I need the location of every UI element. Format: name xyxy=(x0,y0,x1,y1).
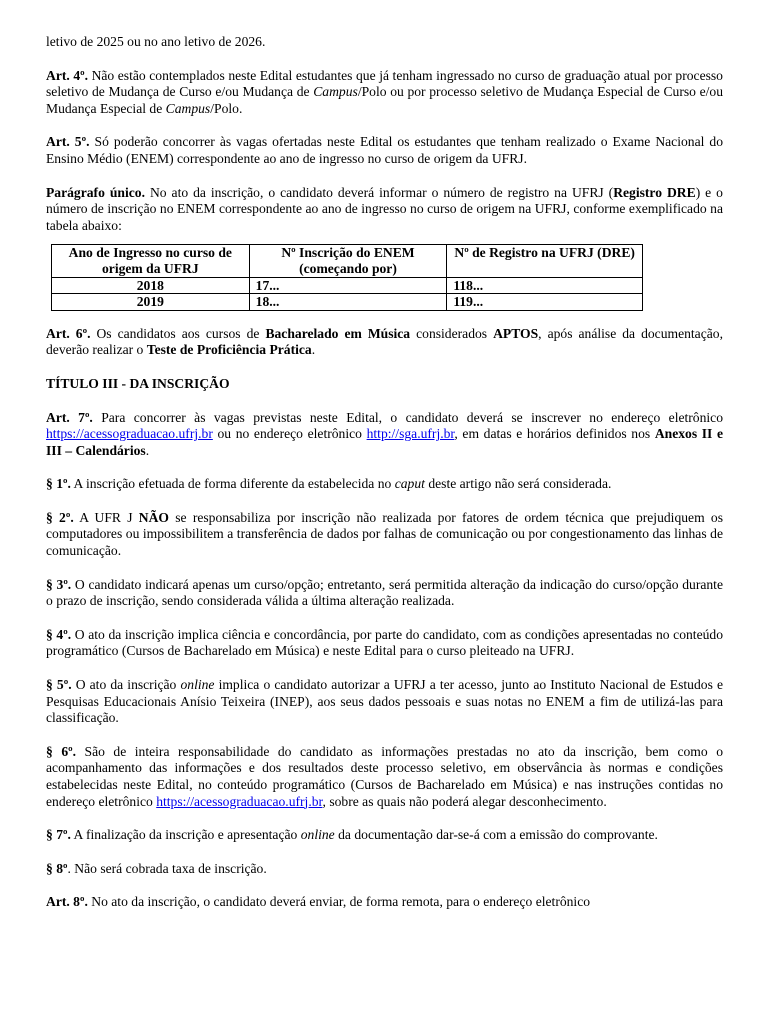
paragrafo-unico: Parágrafo único. No ato da inscrição, o candidato deverá informar o número de registro na UFRJ (Registro DRE) e o número de inscrição no ENEM correspondente ao ano de ingresso no curso de origem na UFRJ, conforme exemplificado na tabela abaixo: xyxy=(46,184,723,233)
table-row xyxy=(52,294,643,311)
table-cell: 2018 xyxy=(52,277,250,294)
table-cell: 2019 xyxy=(52,294,250,311)
paragraph-2: § 2º. A UFR J NÃO se responsabiliza por inscrição não realizada por fatores de ordem técnica que prejudiquem os computadores ou impossibilitem a transferência de dados por falhas de comunicação ou por congestionamento das linhas de comunicação. xyxy=(46,509,723,559)
table-header-cell: Nº de Registro na UFRJ (DRE) xyxy=(447,245,643,277)
intro-paragraph: letivo de 2025 ou no ano letivo de 2026. xyxy=(46,34,266,49)
article-5: Art. 5º. Só poderão concorrer às vagas ofertadas neste Edital os estudantes que tenham realizado o Exame Nacional do Ensino Médio (ENEM) correspondente ao ano de ingresso no curso de origem da UFRJ. xyxy=(46,134,724,166)
paragraph-1: § 1º. A inscrição efetuada de forma diferente da estabelecida no caput deste artigo não será considerada. xyxy=(46,476,612,492)
table-header-row xyxy=(52,245,643,277)
table-cell: 17... xyxy=(249,277,447,294)
table-cell: 18... xyxy=(249,294,447,311)
table-header-cell: Ano de Ingresso no curso de origem da UFRJ xyxy=(52,245,250,277)
paragraph-5: § 5º. O ato da inscrição online implica o candidato autorizar a UFRJ a ter acesso, junto ao Instituto Nacional de Estudos e Pesquisas Educacionais Anísio Teixeira (INEP), aos seus dados pessoais e suas notas no ENEM a fim de utilizá-las para classificação. xyxy=(46,677,723,726)
enem-dre-table xyxy=(51,244,643,310)
table-header-cell: Nº Inscrição do ENEM (começando por) xyxy=(249,245,447,277)
sga-link[interactable]: http://sga.ufrj.br xyxy=(366,426,455,442)
paragraph-8: § 8º. Não será cobrada taxa de inscrição. xyxy=(46,860,267,876)
paragraph-3: § 3º. O candidato indicará apenas um curso/opção; entretanto, será permitida alteração da indicação do curso/opção durante o prazo de inscrição, sendo considerada válida a última alteração realizada. xyxy=(46,576,723,609)
acesso-graduacao-link[interactable]: https://acessograduacao.ufrj.br xyxy=(46,426,213,442)
table-cell: 119... xyxy=(447,294,643,311)
paragraph-6: § 6º. São de inteira responsabilidade do candidato as informações prestadas no ato da inscrição, bem como o acompanhamento das informações e dos resultados deste processo seletivo, em observância às normas e condições estabelecidas neste Edital, no conteúdo programático (Cursos de Bacharelado em Música) e nas instruções contidas no endereço eletrônico https://acessograduacao.ufrj.br, sobre as quais não poderá alegar desconhecimento. xyxy=(46,743,723,809)
table-row xyxy=(52,277,643,294)
article-6: Art. 6º. Os candidatos aos cursos de Bacharelado em Música considerados APTOS, após análise da documentação, deverão realizar o Teste de Proficiência Prática. xyxy=(46,325,723,358)
section-title: TÍTULO III - DA INSCRIÇÃO xyxy=(46,375,230,391)
table-cell: 118... xyxy=(447,277,643,294)
paragraph-7: § 7º. A finalização da inscrição e apresentação online da documentação dar-se-á com a emissão do comprovante. xyxy=(46,827,658,843)
paragraph-4: § 4º. O ato da inscrição implica ciência e concordância, por parte do candidato, com as condições apresentadas no conteúdo programático (Cursos de Bacharelado em Música) e neste Edital para o curso pleiteado na UFRJ. xyxy=(46,626,724,659)
article-8: Art. 8º. No ato da inscrição, o candidato deverá enviar, de forma remota, para o endereço eletrônico xyxy=(46,894,591,910)
article-7: Art. 7º. Para concorrer às vagas previstas neste Edital, o candidato deverá se inscrever no endereço eletrônico https://acessograduacao.ufrj.br ou no endereço eletrônico http://sga.ufrj.br, em datas e horários definidos nos Anexos II e III – Calendários. xyxy=(46,409,724,458)
article-4: Art. 4º. Não estão contemplados neste Edital estudantes que já tenham ingressado no curso de graduação atual por processo seletivo de Mudança de Curso e/ou Mudança de Campus/Polo ou por processo seletivo de Mudança Especial de Curso e/ou Mudança Especial de Campus/Polo. xyxy=(46,67,724,116)
acesso-graduacao-link[interactable]: https://acessograduacao.ufrj.br xyxy=(156,793,323,809)
